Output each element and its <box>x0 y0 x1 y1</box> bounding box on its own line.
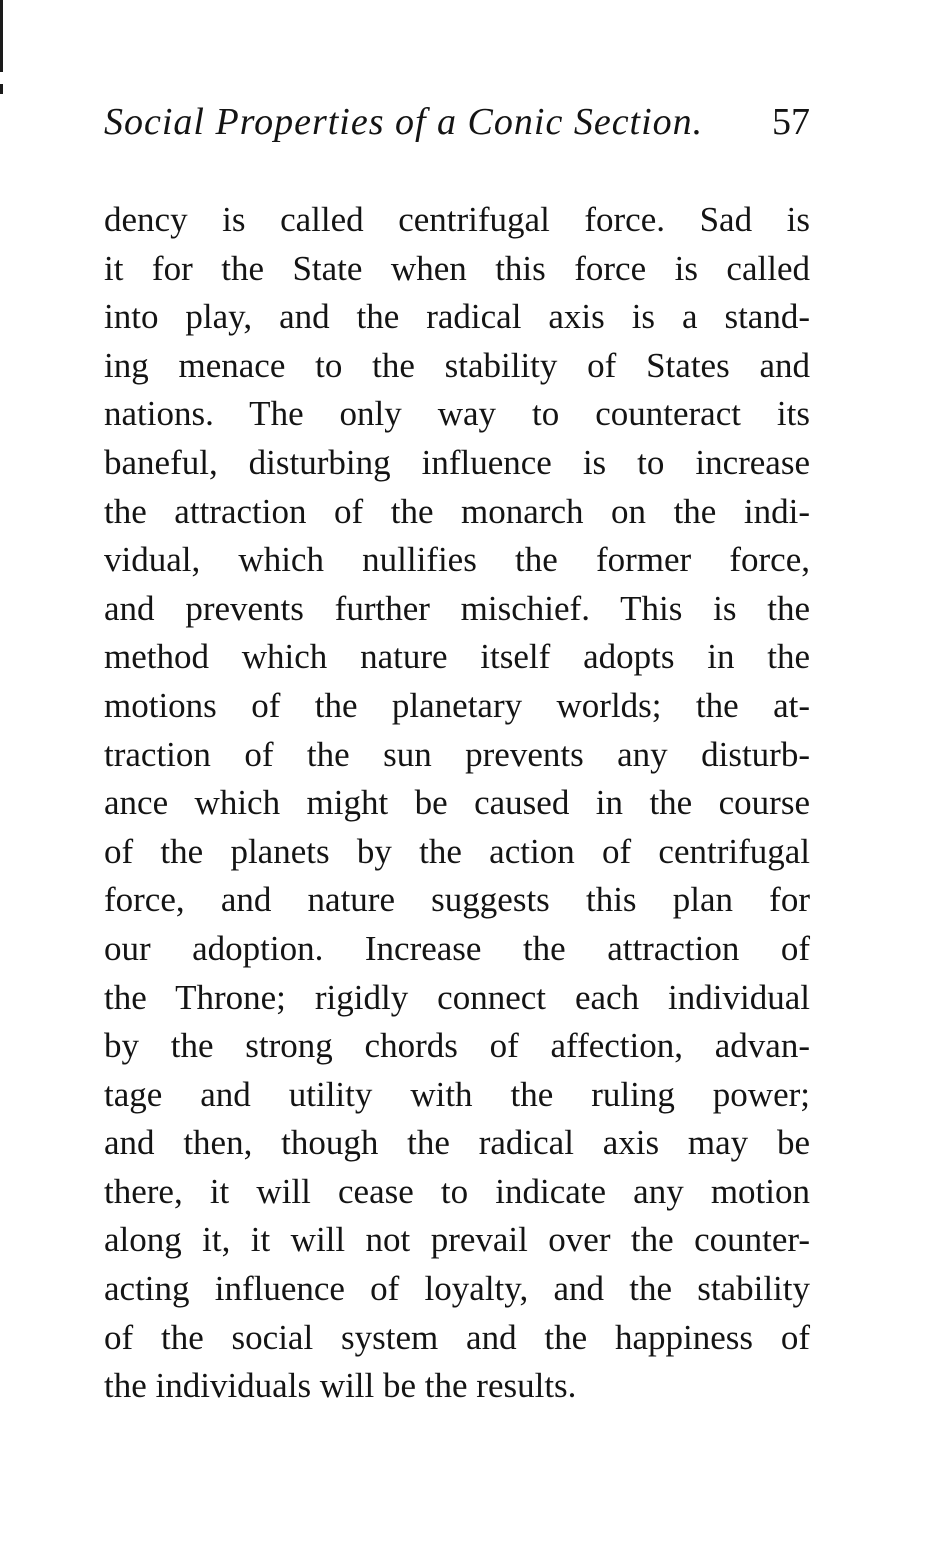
body-paragraph <box>104 196 810 1411</box>
page-edge-tick <box>0 84 3 94</box>
text-line: acting influence of loyalty, and the stability <box>104 1269 810 1309</box>
text-line: ing menace to the stability of States and <box>104 345 810 385</box>
text-line: along it, it will not prevail over the counter- <box>104 1220 810 1260</box>
running-title: Social Properties of a Conic Section. <box>104 101 704 143</box>
text-line: of the planets by the action of centrifugal <box>104 831 810 871</box>
page-edge-line <box>0 0 3 72</box>
text-line: of the social system and the happiness of <box>104 1317 810 1357</box>
running-head <box>104 100 810 156</box>
text-line: it for the State when this force is called <box>104 248 810 288</box>
text-line: method which nature itself adopts in the <box>104 637 810 677</box>
text-line: the attraction of the monarch on the indi- <box>104 491 810 531</box>
text-line: and prevents further mischief. This is the <box>104 588 810 628</box>
text-line: vidual, which nullifies the former force, <box>104 540 810 580</box>
text-line: tage and utility with the ruling power; <box>104 1074 810 1114</box>
text-line: there, it will cease to indicate any motion <box>104 1171 810 1211</box>
text-line: nations. The only way to counteract its <box>104 394 810 434</box>
page-number: 57 <box>772 101 810 143</box>
text-line: the Throne; rigidly connect each individual <box>104 977 810 1017</box>
text-line: ance which might be caused in the course <box>104 783 810 823</box>
text-line: force, and nature suggests this plan for <box>104 880 810 920</box>
text-line: motions of the planetary worlds; the at- <box>104 685 810 725</box>
text-line: by the strong chords of affection, advan- <box>104 1026 810 1066</box>
text-line: into play, and the radical axis is a stand- <box>104 297 810 337</box>
text-line: the individuals will be the results. <box>104 1366 577 1406</box>
text-line: baneful, disturbing influence is to increase <box>104 442 810 482</box>
text-line: and then, though the radical axis may be <box>104 1123 810 1163</box>
text-line: our adoption. Increase the attraction of <box>104 928 810 968</box>
text-line: dency is called centrifugal force. Sad is <box>104 200 810 239</box>
text-line: traction of the sun prevents any disturb- <box>104 734 810 774</box>
